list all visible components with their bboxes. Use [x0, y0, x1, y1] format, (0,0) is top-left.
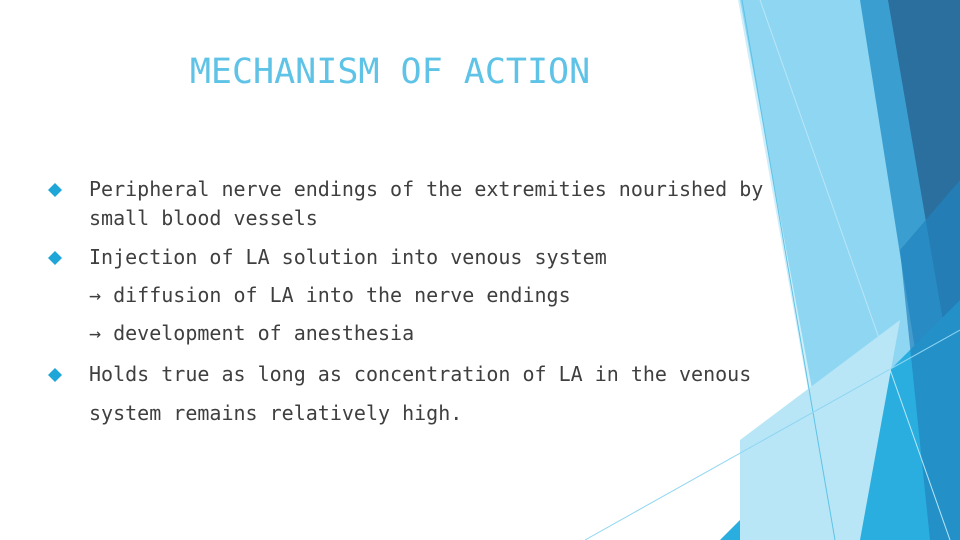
diamond-bullet-icon: [48, 183, 62, 197]
bullet-1-line-2: small blood vessels: [89, 206, 318, 230]
bullet-2-line-1: Injection of LA solution into venous system: [89, 245, 607, 269]
bullet-3-line-1: Holds true as long as concentration of LA in the venous: [89, 362, 752, 386]
sub-item-anesthesia: → development of anesthesia: [89, 321, 415, 345]
bullet-3-line-2: system remains relatively high.: [89, 401, 463, 425]
diamond-bullet-icon: [48, 368, 62, 382]
bullet-1-line-1: Peripheral nerve endings of the extremities nourished by: [89, 177, 764, 201]
slide-title: MECHANISM OF ACTION: [189, 52, 591, 92]
sub-item-diffusion: → diffusion of LA into the nerve endings: [89, 283, 571, 307]
diamond-bullet-icon: [48, 251, 62, 265]
